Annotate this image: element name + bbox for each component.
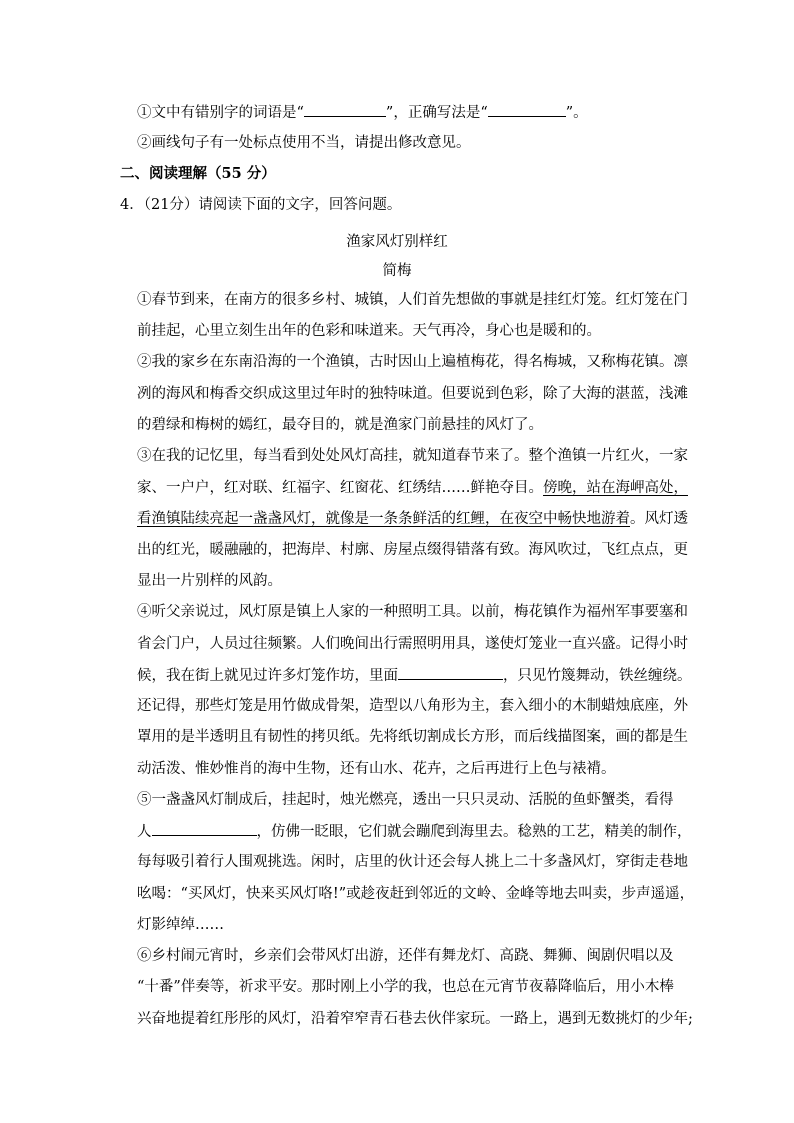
passage-line — [137, 821, 692, 842]
q3-item1 — [137, 102, 588, 123]
q3-item1-mid: ”，正确写法是“ — [385, 105, 488, 121]
underlined-sentence: 看渔镇陆续亮起一盏盏风灯，就像是一条条鲜活的红鲤，在夜空中畅快地游着 — [137, 511, 630, 527]
underlined-sentence: 傍晚，站在海岬高处， — [543, 480, 688, 496]
answer-blank[interactable] — [152, 821, 257, 836]
passage-line: 每每吸引着行人围观挑选。闲时，店里的伙计还会每人挑上二十多盏风灯，穿街走巷地 — [137, 854, 688, 870]
article-title: 渔家风灯别样红 — [346, 234, 448, 250]
passage-text: 家、一户户，红对联、红福字、红窗花、红绣结……鲜艳夺目。 — [137, 480, 543, 496]
passage-line: ③在我的记忆里，每当看到处处风灯高挂，就知道春节来了。整个渔镇一片红火，一家 — [137, 448, 688, 464]
passage-text: 。风灯透 — [630, 511, 688, 527]
passage-line: 出的红光，暖融融的，把海岸、村廓、房屋点缀得错落有致。海风吹过，飞红点点，更 — [137, 542, 688, 558]
q3-item1-suffix: ”。 — [565, 105, 588, 121]
passage-line: ②我的家乡在东南沿海的一个渔镇，古时因山上遍植梅花，得名梅城，又称梅花镇。凛 — [137, 354, 688, 370]
passage-line: ④听父亲说过，风灯原是镇上人家的一种照明工具。以前，梅花镇作为福州军事要塞和 — [137, 604, 688, 620]
passage-line: 动活泼、惟妙惟肖的海中生物，还有山水、花卉，之后再进行上色与裱褙。 — [137, 761, 616, 777]
passage-line: 省会门户，人员过往频繁。人们晚间出行需照明用具，遂使灯笼业一直兴盛。记得小时 — [137, 636, 688, 652]
section-heading: 二、阅读理解（55 分） — [120, 165, 276, 182]
passage-text: 候，我在街上就见过许多灯笼作坊，里面 — [137, 668, 398, 684]
passage-line — [137, 665, 692, 686]
q3-item1-prefix: ①文中有错别字的词语是“ — [137, 105, 304, 121]
passage-line: 罩用的是半透明且有韧性的拷贝纸。先将纸切割成长方形，而后线描图案，画的都是生 — [137, 729, 688, 745]
passage-text: 人 — [137, 824, 152, 840]
answer-blank[interactable] — [488, 102, 566, 117]
passage-line: 显出一片别样的风韵。 — [137, 573, 282, 589]
passage-line: ⑥乡村闹元宵时，乡亲们会带风灯出游，还伴有舞龙灯、高跷、舞狮、闽剧伬唱以及 — [137, 948, 674, 964]
passage-line: 吆喝：“买风灯，快来买风灯咯!”或趁夜赶到邻近的文岭、金峰等地去叫卖，步声遥遥， — [137, 886, 695, 902]
passage-line: 还记得，那些灯笼是用竹做成骨架，造型以八角形为主，套入细小的木制蜡烛底座，外 — [137, 698, 688, 714]
passage-line: ①春节到来，在南方的很多乡村、城镇，人们首先想做的事就是挂红灯笼。红灯笼在门 — [137, 292, 688, 308]
passage-line: 的碧绿和梅树的嫣红，最夺目的，就是渔家门前悬挂的风灯了。 — [137, 417, 543, 433]
answer-blank[interactable] — [304, 102, 386, 117]
passage-line — [137, 509, 688, 529]
passage-line: 冽的海风和梅香交织成这里过年时的独特味道。但要说到色彩，除了大海的湛蓝，浅滩 — [137, 386, 688, 402]
passage-line — [137, 478, 688, 498]
passage-line: ⑤一盏盏风灯制成后，挂起时，烛光燃亮，透出一只只灵动、活脱的鱼虾蟹类，看得 — [137, 792, 674, 808]
passage-text: ，只见竹篾舞动，铁丝缠绕。 — [503, 668, 692, 684]
passage-line: 前挂起，心里立刻生出年的色彩和味道来。天气再冷，身心也是暖和的。 — [137, 323, 601, 339]
passage-text: ，仿佛一眨眼，它们就会蹦爬到海里去。稔熟的工艺，精美的制作， — [256, 824, 692, 840]
q4-intro: 4．（21分）请阅读下面的文字，回答问题。 — [120, 197, 402, 213]
passage-line: 兴奋地提着红彤彤的风灯，沿着窄窄青石巷去伙伴家玩。一路上，遇到无数挑灯的少年; — [137, 1011, 693, 1027]
q3-item2: ②画线句子有一处标点使用不当，请提出修改意见。 — [137, 135, 471, 151]
answer-blank[interactable] — [398, 665, 503, 680]
passage-line: 灯影绰绰…… — [137, 917, 224, 933]
article-author: 简梅 — [382, 263, 412, 279]
passage-line: “十番”伴奏等，祈求平安。那时刚上小学的我，也总在元宵节夜幕降临后，用小木棒 — [137, 979, 674, 995]
